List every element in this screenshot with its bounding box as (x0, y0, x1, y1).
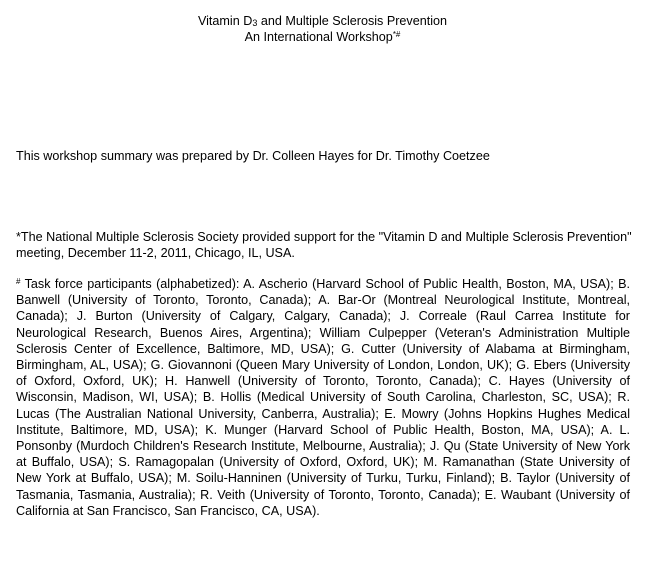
participants-footnote (16, 276, 630, 519)
title-line-1-suffix: and Multiple Sclerosis Prevention (257, 14, 448, 28)
participants-list: Task force participants (alphabetized): A. Ascherio (Harvard School of Public Health, Boston, MA, USA); B. Banwell (University of Toronto, Toronto, Canada); A. Bar-Or (Montreal Neurological Institute, Montreal, Canada); J. Burton (University of Calgary, Calgary, Canada); J. Correale (Raul Carrea Institute for Neurological Research, Buenos Aires, Argentina); William Culpepper (Veteran's Administration Multiple Sclerosis Center of Excellence, Baltimore, MD, USA); G. Cutter (University of Alabama at Birmingham, Birmingham, AL, USA); G. Giovannoni (Queen Mary University of London, London, UK); G. Ebers (University of Oxford, Oxford, UK); H. Hanwell (University of Toronto, Toronto, Canada); C. Hayes (University of Wisconsin, Madison, WI, USA); B. Hollis (Medical University of South Carolina, Charleston, SC, USA); R. Lucas (The Australian National University, Canberra, Australia); E. Mowry (Johns Hopkins Hughes Medical Institute, Baltimore, MD, USA); K. Munger (Harvard School of Public Health, Boston, MA, USA); A. L. Ponsonby (Murdoch Children's Research Institute, Melbourne, Australia); J. Qu (State University of New York at Buffalo, USA); S. Ramagopalan (University of Oxford, Oxford, UK); M. Ramanathan (State University of New York at Buffalo, USA); M. Soilu-Hanninen (University of Turku, Turku, Finland); B. Taylor (University of Tasmania, Tasmania, Australia); R. Veith (University of Toronto, Toronto, Canada); E. Waubant (University of California at San Francisco, San Francisco, CA, USA). (16, 277, 630, 518)
title-line-1 (0, 13, 645, 29)
title-subscript: 3 (252, 18, 258, 28)
title-footnote-marks: *# (392, 30, 401, 39)
summary-statement: This workshop summary was prepared by Dr. Colleen Hayes for Dr. Timothy Coetzee (16, 149, 490, 163)
title-line-1-prefix: Vitamin D (197, 14, 253, 28)
participants-footnote-mark: # (16, 277, 21, 286)
title-line-2 (0, 29, 645, 45)
title-line-2-text: An International Workshop (244, 30, 393, 44)
support-footnote: *The National Multiple Sclerosis Society provided support for the "Vitamin D and Multiple Sclerosis Prevention" meeting, December 11-2, 2011, Chicago, IL, USA. (16, 230, 632, 260)
document-title (0, 13, 645, 45)
